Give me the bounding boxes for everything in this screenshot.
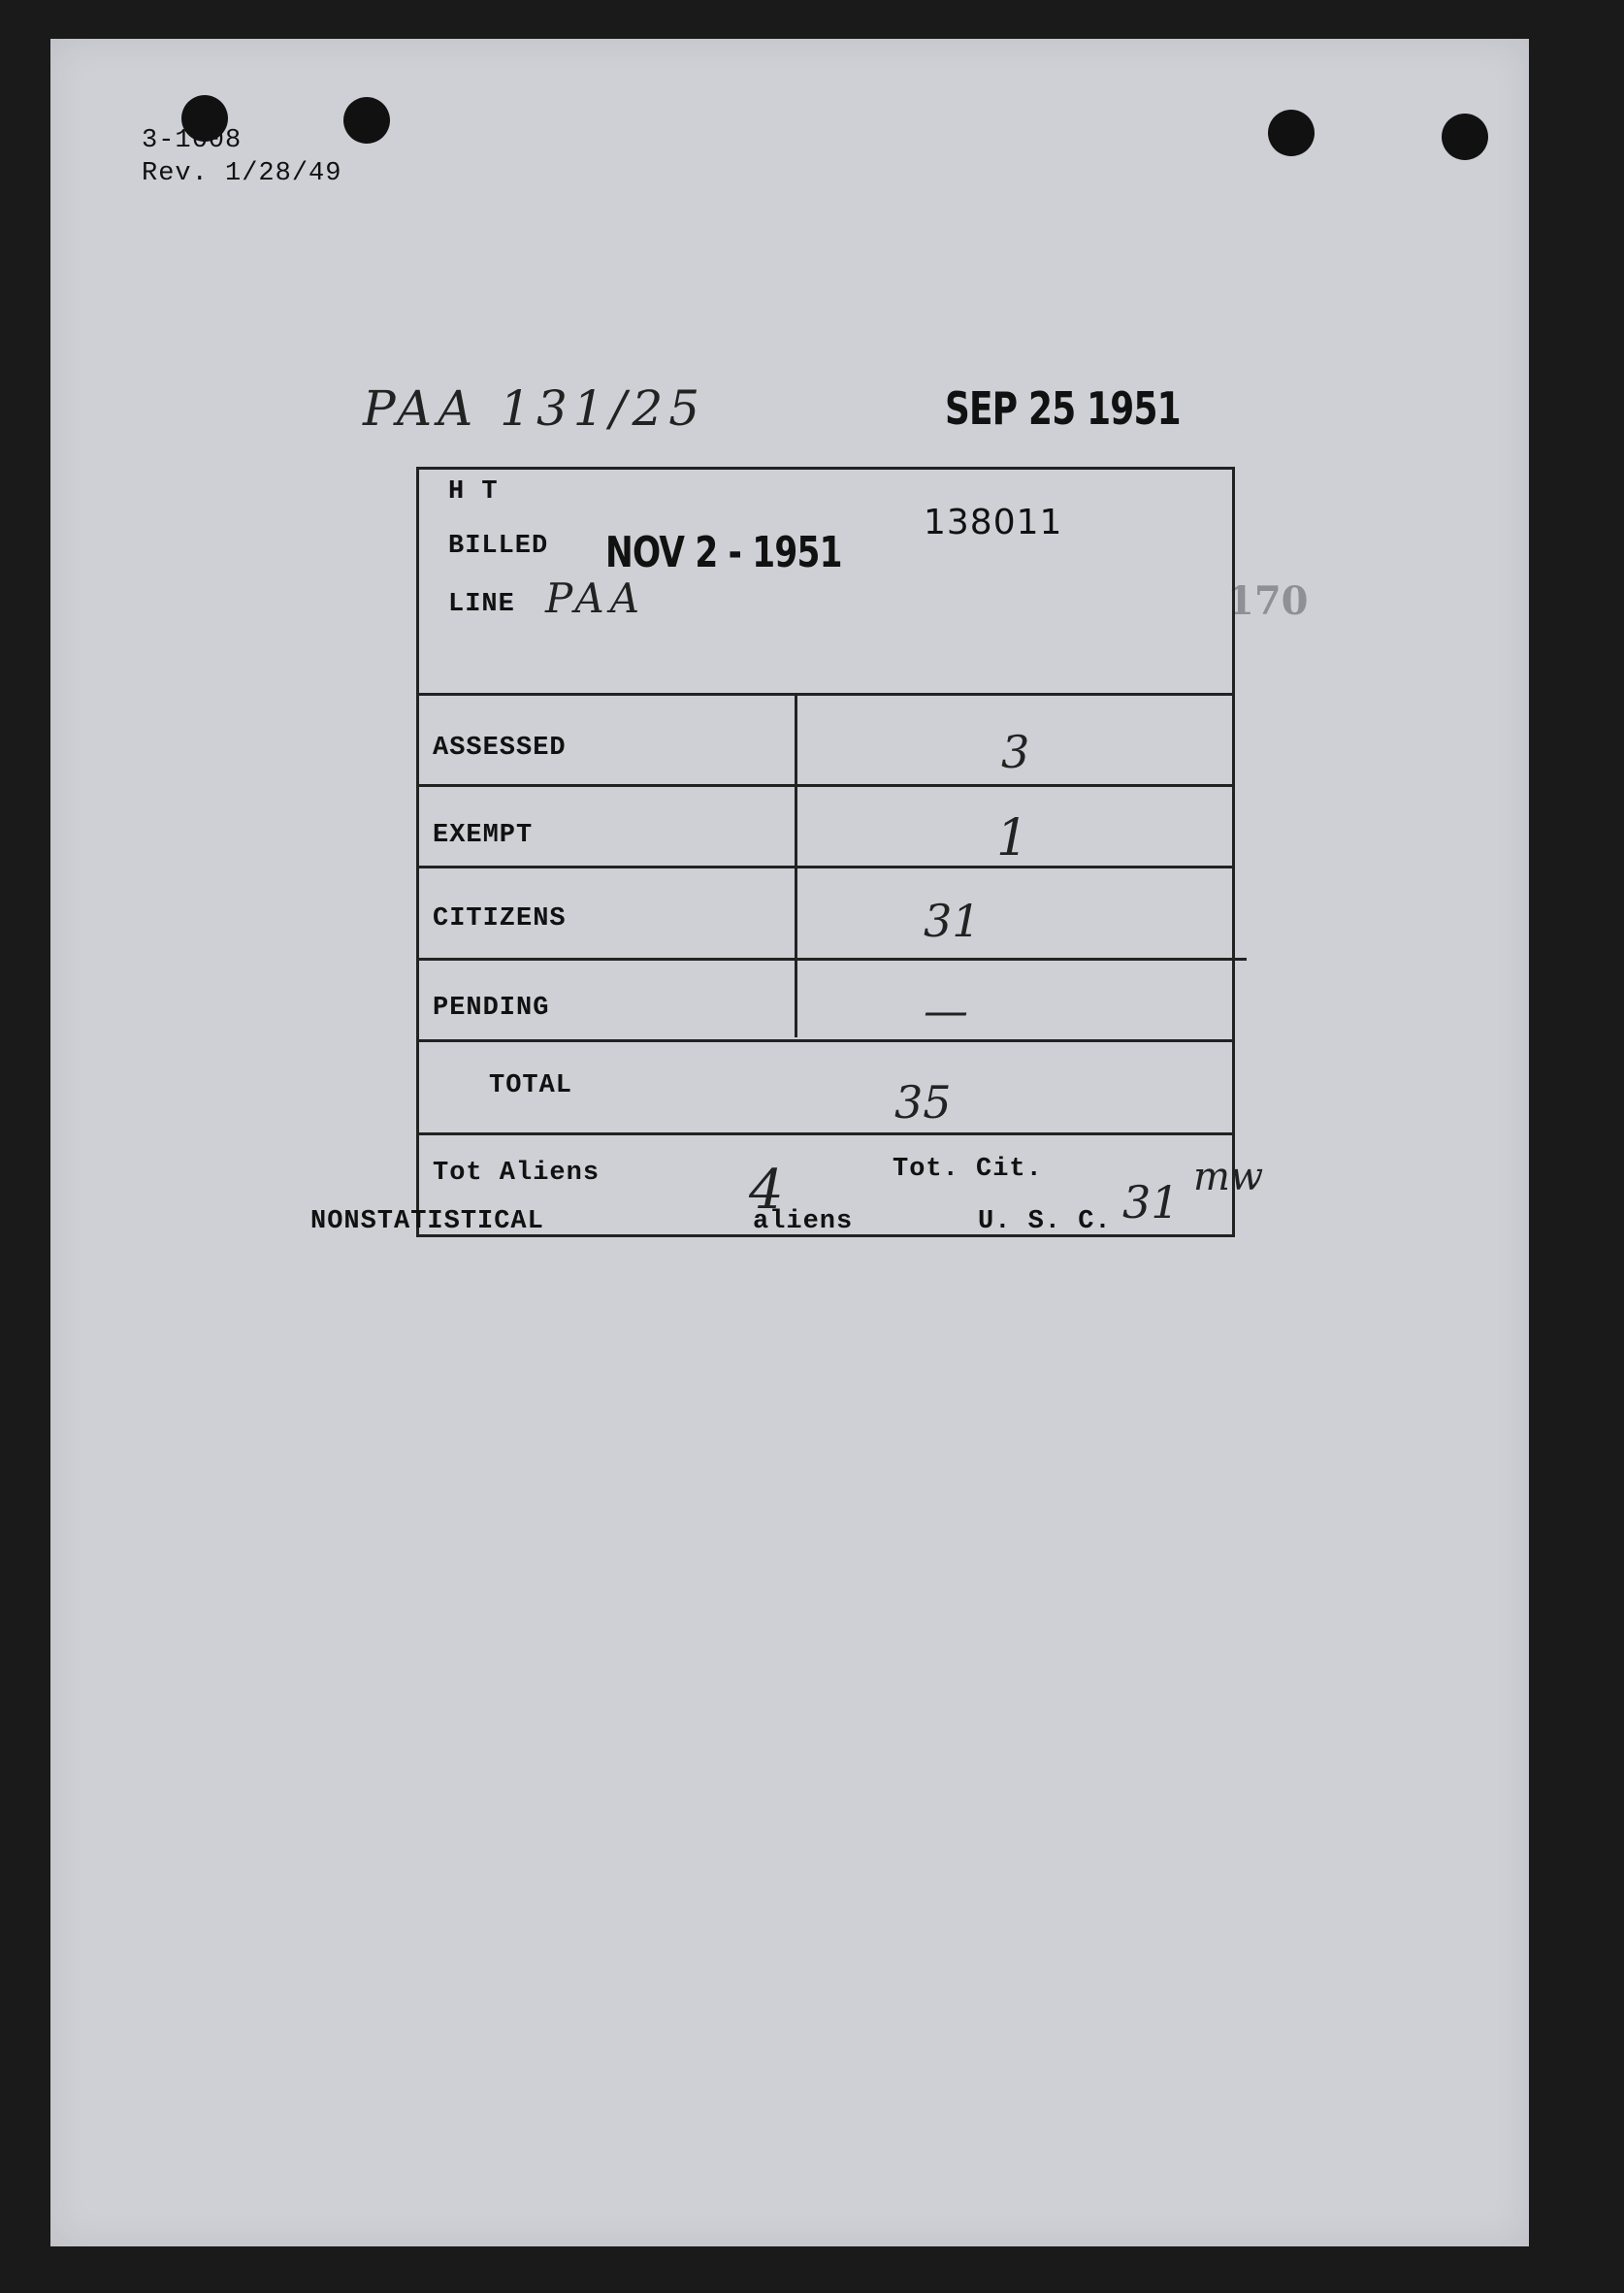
total-value: 35 — [894, 1076, 952, 1129]
tot-cit-label: Tot. Cit. — [893, 1155, 1043, 1184]
assessed-value: 3 — [1001, 726, 1030, 778]
line-value: PAA — [545, 574, 646, 622]
exempt-label: EXEMPT — [433, 821, 534, 850]
form-revision: Rev. 1/28/49 — [142, 159, 342, 188]
nonstatistical-blank — [572, 1234, 747, 1237]
citizens-label: CITIZENS — [433, 904, 567, 934]
punch-hole — [1442, 114, 1488, 160]
aliens-blank — [865, 1234, 974, 1237]
document-page — [50, 39, 1529, 2246]
aliens-label: aliens — [753, 1207, 854, 1236]
margin-number: 170 — [1227, 578, 1309, 624]
total-label: TOTAL — [489, 1071, 573, 1100]
tot-cit-value: 31 — [1122, 1176, 1180, 1228]
nonstatistical-label: NONSTATISTICAL — [310, 1207, 544, 1236]
line-label: LINE — [448, 590, 515, 619]
billed-date-stamp: NOV 2 - 1951 — [605, 528, 842, 577]
billed-label: BILLED — [448, 532, 549, 561]
assessed-label: ASSESSED — [433, 734, 567, 763]
handwritten-reference: PAA 131/25 — [363, 380, 706, 437]
serial-number: 138011 — [924, 503, 1063, 542]
pending-label: PENDING — [433, 994, 550, 1023]
punch-hole — [343, 97, 390, 144]
exempt-value: 1 — [996, 809, 1029, 868]
form-number: 3-1608 — [142, 126, 243, 155]
initials: mw — [1193, 1155, 1264, 1199]
ht-label: H T — [448, 477, 499, 507]
citizens-value: 31 — [924, 895, 981, 947]
usc-label: U. S. C. — [978, 1207, 1112, 1236]
tot-aliens-value: 4 — [749, 1159, 784, 1222]
received-date-stamp: SEP 25 1951 — [945, 382, 1181, 435]
punch-hole — [1268, 110, 1315, 156]
pending-value: — — [924, 984, 968, 1036]
tot-aliens-label: Tot Aliens — [433, 1159, 601, 1188]
manifest-form — [416, 467, 1235, 1237]
